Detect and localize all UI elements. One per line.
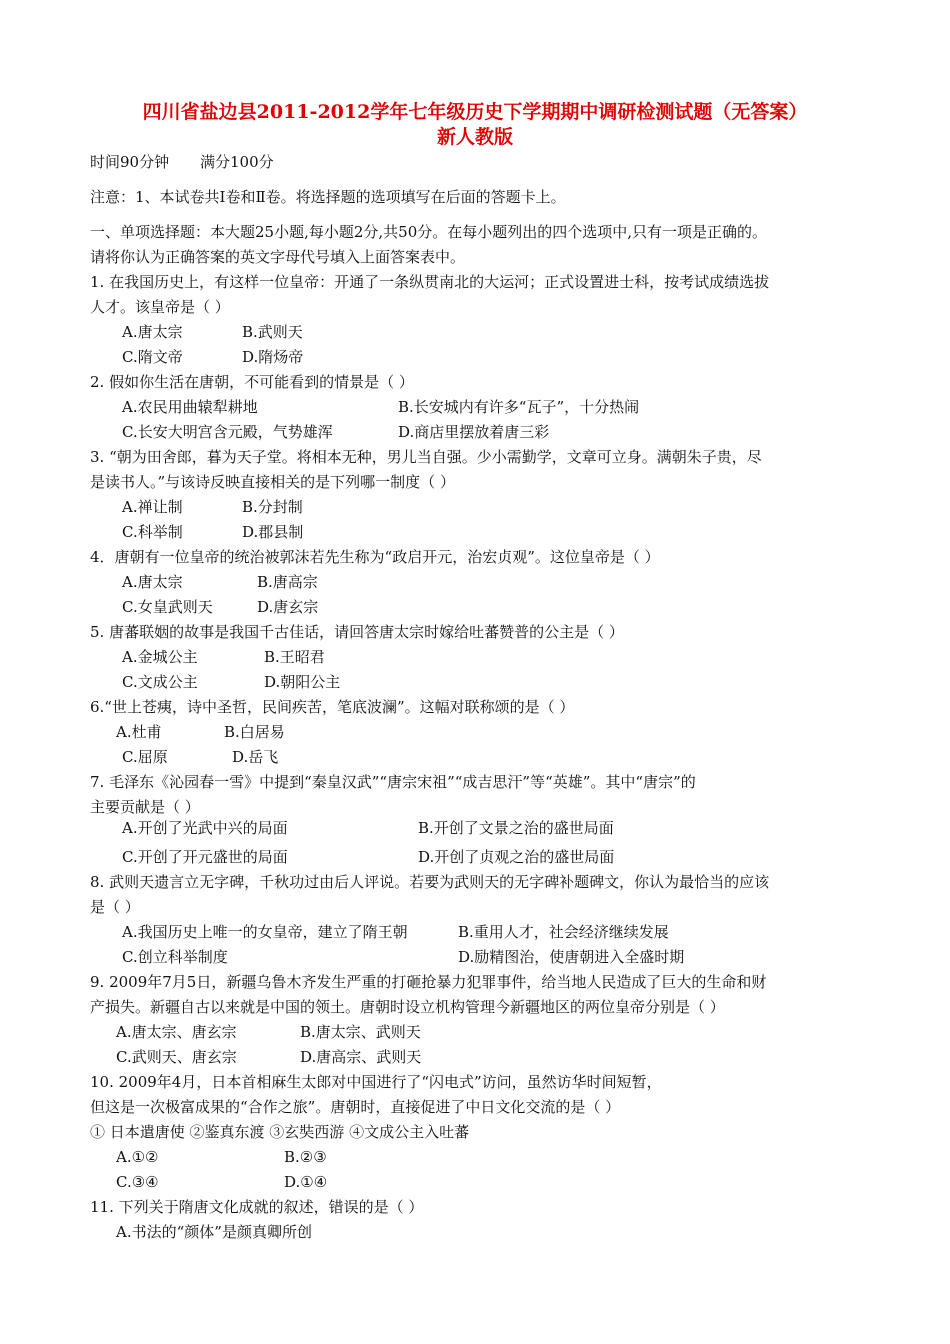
question-5-option-c: C.文成公主 <box>122 673 198 691</box>
question-6-option-d: D.岳飞 <box>232 748 279 766</box>
question-2-option-d: D.商店里摆放着唐三彩 <box>398 423 550 441</box>
question-1-option-b: B.武则天 <box>242 323 303 341</box>
section-intro-line: 一、单项选择题：本大题25小题,每小题2分,共50分。在每小题列出的四个选项中,只有一项是正确的。 <box>90 223 768 241</box>
notice: 注意：1、本试卷共Ⅰ卷和Ⅱ卷。将选择题的选项填写在后面的答题卡上。 <box>90 188 566 206</box>
question-9-line: 9. 2009年7月5日，新疆乌鲁木齐发生严重的打砸抢暴力犯罪事件，给当地人民造成了巨大的生命和财 <box>90 973 767 991</box>
question-1-option-c: C.隋文帝 <box>122 348 183 366</box>
question-5-option-a: A.金城公主 <box>122 648 198 666</box>
question-5-line: 5. 唐蕃联姻的故事是我国千古佳话，请回答唐太宗时嫁给吐蕃赞普的公主是（ ） <box>90 623 624 641</box>
question-10-line: 10. 2009年4月，日本首相麻生太郎对中国进行了“闪电式”访问，虽然访华时间短暂， <box>90 1073 662 1091</box>
question-7-option-c: C.开创了开元盛世的局面 <box>122 848 288 866</box>
exam-title: 四川省盐边县2011-2012学年七年级历史下学期期中调研检测试题（无答案） <box>142 101 808 123</box>
question-2-option-c: C.长安大明宫含元殿，气势雄浑 <box>122 423 333 441</box>
question-7-line: 主要贡献是（ ） <box>90 798 200 816</box>
question-11-option-a: A.书法的“颜体”是颜真卿所创 <box>116 1223 312 1241</box>
question-3-line: 3. “朝为田舍郎，暮为天子堂。将相本无种，男儿当自强。少小需勤学，文章可立身。满朝朱子贵，尽 <box>90 448 762 466</box>
question-3-option-c: C.科举制 <box>122 523 183 541</box>
question-1-option-d: D.隋炀帝 <box>242 348 304 366</box>
exam-score: 满分100分 <box>200 153 274 171</box>
question-4-option-a: A.唐太宗 <box>122 573 183 591</box>
section-intro-line: 请将你认为正确答案的英文字母代号填入上面答案表中。 <box>90 248 466 266</box>
question-7-option-b: B.开创了文景之治的盛世局面 <box>418 819 614 837</box>
question-4-option-d: D.唐玄宗 <box>257 598 319 616</box>
question-5-option-b: B.王昭君 <box>264 648 325 666</box>
question-9-line: 产损失。新疆自古以来就是中国的领土。唐朝时设立机构管理今新疆地区的两位皇帝分别是（ ） <box>90 998 725 1016</box>
question-2-option-b: B.长安城内有许多“瓦子”，十分热闹 <box>398 398 640 416</box>
question-1-option-a: A.唐太宗 <box>122 323 183 341</box>
question-10-option-b: B.②③ <box>284 1148 327 1166</box>
question-8-option-a: A.我国历史上唯一的女皇帝，建立了隋王朝 <box>122 923 408 941</box>
question-11-line: 11. 下列关于隋唐文化成就的叙述，错误的是（ ） <box>90 1198 424 1216</box>
question-8-line: 8. 武则天遗言立无字碑，千秋功过由后人评说。若要为武则天的无字碑补题碑文，你认为最恰当的应该 <box>90 873 770 891</box>
exam-subtitle: 新人教版 <box>436 126 513 148</box>
question-6-option-c: C.屈原 <box>122 748 168 766</box>
question-5-option-d: D.朝阳公主 <box>264 673 341 691</box>
question-1-line: 1. 在我国历史上，有这样一位皇帝：开通了一条纵贯南北的大运河；正式设置进士科，按考试成绩选拔 <box>90 273 770 291</box>
question-6-option-b: B.白居易 <box>224 723 285 741</box>
question-9-option-c: C.武则天、唐玄宗 <box>116 1048 237 1066</box>
question-7-option-d: D.开创了贞观之治的盛世局面 <box>418 848 615 866</box>
question-8-line: 是（ ） <box>90 898 140 916</box>
question-10-option-d: D.①④ <box>284 1173 328 1191</box>
question-2-option-a: A.农民用曲辕犁耕地 <box>122 398 258 416</box>
question-8-option-d: D.励精图治，使唐朝进入全盛时期 <box>458 948 685 966</box>
question-1-line: 人才。该皇帝是（ ） <box>90 298 230 316</box>
question-3-option-a: A.禅让制 <box>122 498 183 516</box>
question-2-line: 2. 假如你生活在唐朝，不可能看到的情景是（ ） <box>90 373 414 391</box>
question-4-line: 4．唐朝有一位皇帝的统治被郭沫若先生称为“政启开元，治宏贞观”。这位皇帝是（ ） <box>90 548 660 566</box>
question-3-option-b: B.分封制 <box>242 498 303 516</box>
question-3-line: 是读书人。”与该诗反映直接相关的是下列哪一制度（ ） <box>90 473 455 491</box>
exam-time: 时间90分钟 <box>90 153 170 171</box>
question-9-option-b: B.唐太宗、武则天 <box>300 1023 421 1041</box>
question-6-line: 6.“世上苍痍，诗中圣哲，民间疾苦，笔底波澜”。这幅对联称颂的是（ ） <box>90 698 575 716</box>
question-10-option-c: C.③④ <box>116 1173 159 1191</box>
question-10-line: ① 日本遣唐使 ②鉴真东渡 ③玄奘西游 ④文成公主入吐蕃 <box>90 1123 470 1141</box>
question-8-option-b: B.重用人才，社会经济继续发展 <box>458 923 669 941</box>
question-7-line: 7. 毛泽东《沁园春一雪》中提到“秦皇汉武”“唐宗宋祖”“成吉思汗”等“英雄”。其中“唐宗”的 <box>90 773 696 791</box>
question-10-line: 但这是一次极富成果的“合作之旅”。唐朝时，直接促进了中日文化交流的是（ ） <box>90 1098 621 1116</box>
question-6-option-a: A.杜甫 <box>116 723 162 741</box>
question-9-option-d: D.唐高宗、武则天 <box>300 1048 422 1066</box>
question-4-option-c: C.女皇武则天 <box>122 598 213 616</box>
question-4-option-b: B.唐高宗 <box>257 573 318 591</box>
question-8-option-c: C.创立科举制度 <box>122 948 228 966</box>
question-9-option-a: A.唐太宗、唐玄宗 <box>116 1023 237 1041</box>
question-3-option-d: D.郡县制 <box>242 523 304 541</box>
question-7-option-a: A.开创了光武中兴的局面 <box>122 819 288 837</box>
question-10-option-a: A.①② <box>116 1148 159 1166</box>
